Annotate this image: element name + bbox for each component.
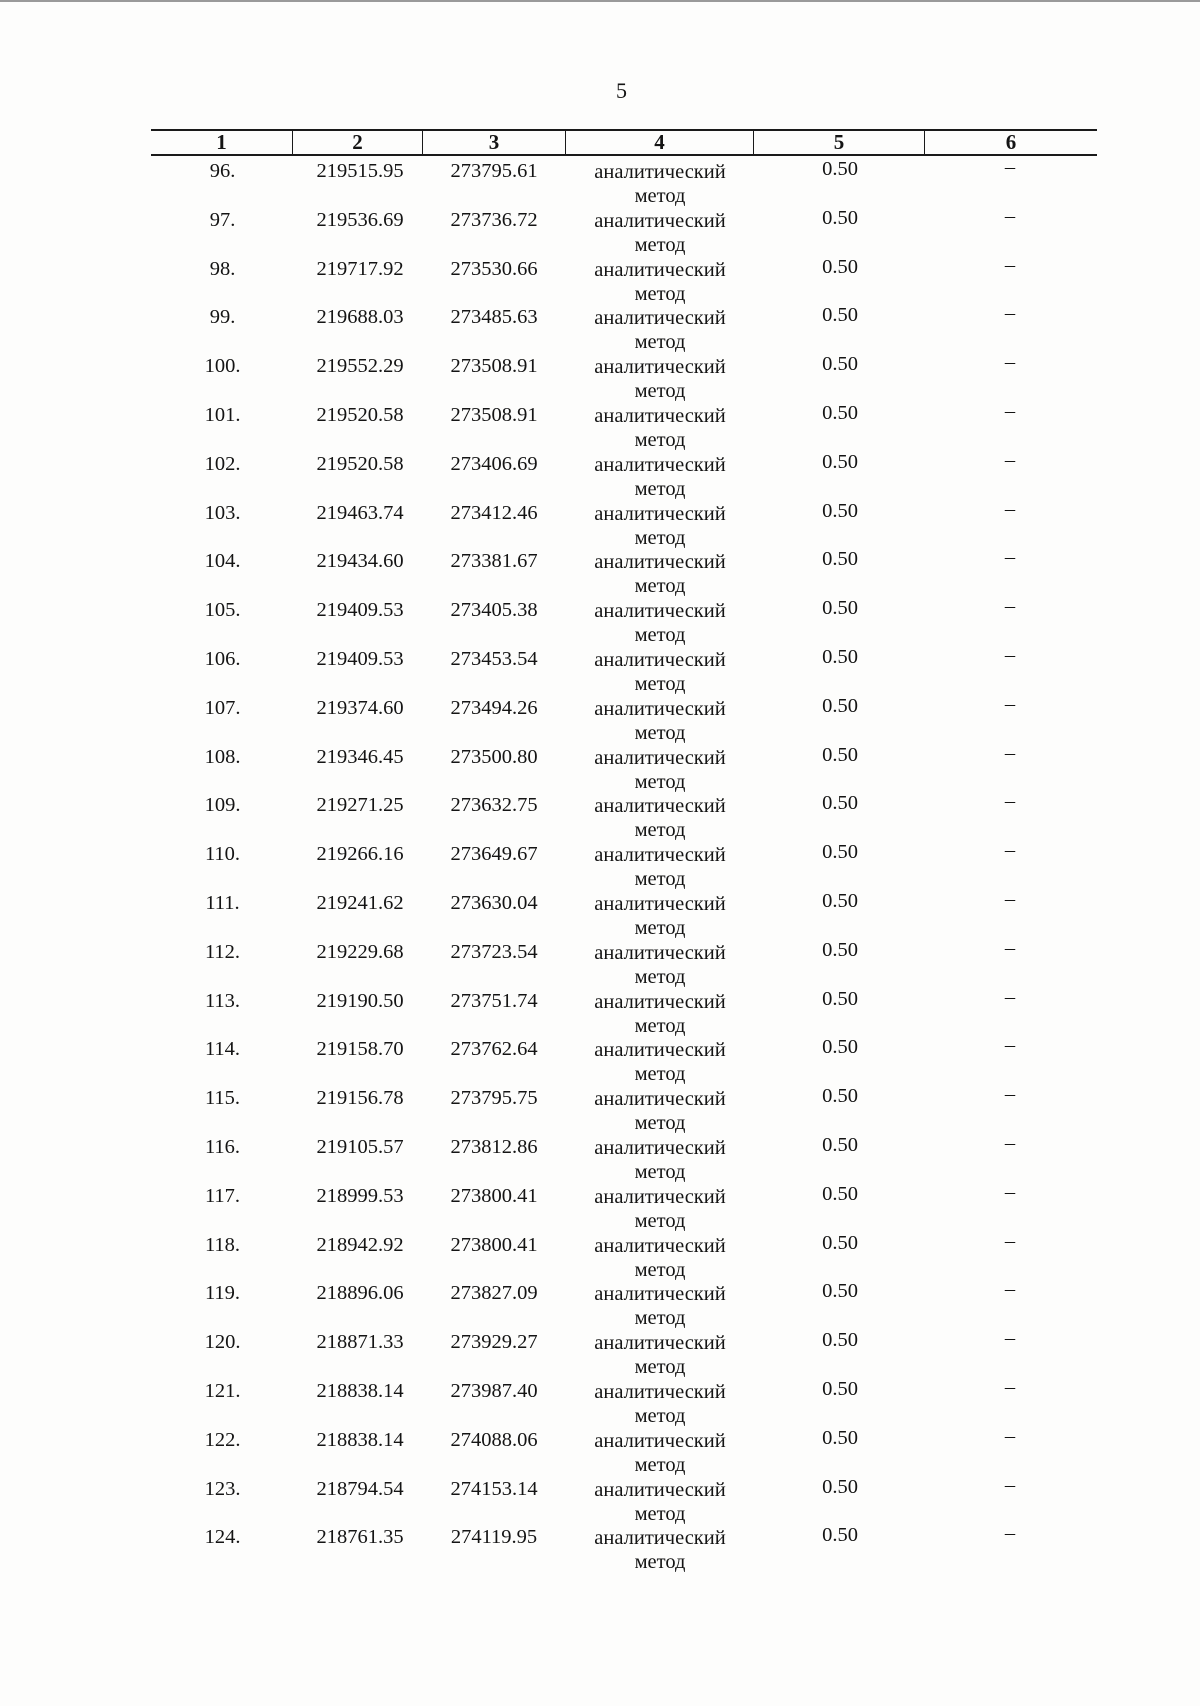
accuracy-cell: 0.50 <box>822 841 858 864</box>
table-row <box>0 1034 1200 1086</box>
coordinate-y: 273508.91 <box>450 355 538 378</box>
accuracy-cell: 0.50 <box>822 1426 858 1449</box>
table-row <box>0 1474 1200 1523</box>
coordinate-x: 219536.69 <box>316 208 404 231</box>
note-cell: – <box>1004 400 1016 422</box>
coordinate-x: 219520.58 <box>316 404 404 426</box>
accuracy-cell: 0.50 <box>822 1036 858 1059</box>
row-number: 110. <box>204 843 241 866</box>
coordinate-y: 273412.46 <box>450 501 538 524</box>
method-cell: аналитический метод <box>594 600 726 647</box>
coordinate-x: 219158.70 <box>316 1038 404 1061</box>
accuracy-cell: 0.50 <box>822 450 858 473</box>
note-cell: – <box>1004 1522 1016 1545</box>
coordinate-x: 218999.53 <box>316 1184 404 1207</box>
table-row <box>0 1132 1200 1181</box>
accuracy-cell: 0.50 <box>822 597 858 620</box>
method-cell: аналитический метод <box>594 990 726 1037</box>
table-row <box>0 254 1200 303</box>
note-cell: – <box>1004 985 1016 1008</box>
table-row <box>0 888 1200 937</box>
coordinate-x: 219346.45 <box>316 745 404 768</box>
row-number: 96. <box>209 160 236 182</box>
coordinate-y: 273987.40 <box>450 1380 538 1402</box>
row-number: 108. <box>204 745 241 768</box>
row-number: 116. <box>204 1136 241 1158</box>
table-row <box>0 1181 1200 1230</box>
header-col-5: 5 <box>753 131 924 154</box>
note-cell: – <box>1004 156 1016 178</box>
coordinate-y: 273800.41 <box>450 1233 538 1256</box>
coordinate-x: 218942.92 <box>316 1233 404 1256</box>
table-row <box>0 1425 1200 1474</box>
coordinate-y: 273530.66 <box>450 257 538 280</box>
note-cell: – <box>1004 448 1016 471</box>
header-col-2: 2 <box>292 131 422 154</box>
method-cell: аналитический метод <box>594 1332 726 1379</box>
method-cell: аналитический метод <box>594 307 726 354</box>
row-number: 106. <box>204 648 241 670</box>
coordinate-y: 273762.64 <box>450 1038 538 1061</box>
note-cell: – <box>1004 546 1016 569</box>
table-row <box>0 498 1200 547</box>
coordinate-y: 274153.14 <box>450 1477 538 1500</box>
row-number: 113. <box>204 989 241 1012</box>
accuracy-cell: 0.50 <box>822 1182 858 1205</box>
table-row <box>0 1376 1200 1425</box>
accuracy-cell: 0.50 <box>822 987 858 1010</box>
method-cell: аналитический метод <box>594 1429 726 1476</box>
header-col-6: 6 <box>924 131 1097 154</box>
coordinate-y: 273723.54 <box>450 940 538 963</box>
table-header <box>151 129 1097 156</box>
coordinate-y: 273795.61 <box>450 160 538 182</box>
table-row <box>0 839 1200 891</box>
coordinate-x: 219409.53 <box>316 599 404 622</box>
accuracy-cell: 0.50 <box>822 1134 858 1156</box>
row-number: 114. <box>204 1038 241 1061</box>
note-cell: – <box>1004 595 1016 618</box>
accuracy-cell: 0.50 <box>822 890 858 912</box>
accuracy-cell: 0.50 <box>822 1329 858 1352</box>
note-cell: – <box>1004 302 1016 325</box>
note-cell: – <box>1004 644 1016 666</box>
table-row <box>0 351 1200 403</box>
method-cell: аналитический метод <box>594 844 726 891</box>
accuracy-cell: 0.50 <box>822 206 858 229</box>
table-row <box>0 937 1200 986</box>
note-cell: – <box>1004 204 1016 227</box>
coordinate-y: 273827.09 <box>450 1282 538 1305</box>
method-cell: аналитический метод <box>594 258 726 305</box>
method-cell: аналитический метод <box>594 1283 726 1330</box>
coordinate-x: 219105.57 <box>316 1136 404 1158</box>
method-cell: аналитический метод <box>594 1234 726 1281</box>
coordinate-x: 219434.60 <box>316 550 404 573</box>
table-row <box>0 1278 1200 1330</box>
row-number: 118. <box>204 1233 241 1256</box>
coordinate-x: 219190.50 <box>316 989 404 1012</box>
method-cell: аналитический метод <box>594 1137 726 1183</box>
coordinate-y: 273405.38 <box>450 599 538 622</box>
note-cell: – <box>1004 790 1016 813</box>
coordinate-y: 273630.04 <box>450 892 538 914</box>
table-row <box>0 1327 1200 1379</box>
table-row <box>0 449 1200 498</box>
coordinate-x: 219520.58 <box>316 452 404 475</box>
note-cell: – <box>1004 1424 1016 1447</box>
method-cell: аналитический метод <box>594 161 726 207</box>
coordinate-y: 273494.26 <box>450 696 538 719</box>
row-number: 103. <box>204 501 241 524</box>
page-top-edge <box>0 0 1200 2</box>
row-number: 121. <box>204 1380 241 1402</box>
method-cell: аналитический метод <box>594 697 726 744</box>
note-cell: – <box>1004 741 1016 764</box>
coordinate-x: 219241.62 <box>316 892 404 914</box>
note-cell: – <box>1004 1034 1016 1057</box>
coordinate-y: 273649.67 <box>450 843 538 866</box>
coordinate-x: 219552.29 <box>316 355 404 378</box>
note-cell: – <box>1004 1327 1016 1350</box>
note-cell: – <box>1004 1132 1016 1154</box>
coordinate-y: 274088.06 <box>450 1428 538 1451</box>
method-cell: аналитический метод <box>594 1527 726 1574</box>
note-cell: – <box>1004 1229 1016 1252</box>
header-col-1: 1 <box>216 130 227 154</box>
coordinate-x: 219266.16 <box>316 843 404 866</box>
row-number: 122. <box>204 1428 241 1451</box>
accuracy-cell: 0.50 <box>822 938 858 961</box>
method-cell: аналитический метод <box>594 941 726 988</box>
coordinate-y: 273800.41 <box>450 1184 538 1207</box>
method-cell: аналитический метод <box>594 551 726 598</box>
accuracy-cell: 0.50 <box>822 353 858 376</box>
accuracy-cell: 0.50 <box>822 255 858 278</box>
coordinate-y: 273508.91 <box>450 404 538 426</box>
method-cell: аналитический метод <box>594 209 726 256</box>
accuracy-cell: 0.50 <box>822 1085 858 1108</box>
row-number: 104. <box>204 550 241 573</box>
coordinate-x: 219717.92 <box>316 257 404 280</box>
coordinate-y: 273632.75 <box>450 794 538 817</box>
table-row <box>0 644 1200 693</box>
accuracy-cell: 0.50 <box>822 499 858 522</box>
method-cell: аналитический метод <box>594 453 726 500</box>
note-cell: – <box>1004 351 1016 374</box>
row-number: 117. <box>204 1184 241 1207</box>
accuracy-cell: 0.50 <box>822 548 858 571</box>
row-number: 123. <box>204 1477 241 1500</box>
accuracy-cell: 0.50 <box>822 743 858 766</box>
row-number: 119. <box>204 1282 241 1305</box>
note-cell: – <box>1004 253 1016 276</box>
note-cell: – <box>1004 888 1016 910</box>
coordinate-y: 273406.69 <box>450 452 538 475</box>
table-row <box>0 1083 1200 1135</box>
coordinate-x: 218896.06 <box>316 1282 404 1305</box>
coordinate-y: 273812.86 <box>450 1136 538 1158</box>
table-row <box>0 742 1200 791</box>
coordinate-y: 273500.80 <box>450 745 538 768</box>
note-cell: – <box>1004 1376 1016 1398</box>
accuracy-cell: 0.50 <box>822 694 858 717</box>
row-number: 99. <box>209 306 236 329</box>
coordinate-x: 219156.78 <box>316 1087 404 1110</box>
method-cell: аналитический метод <box>594 1381 726 1427</box>
row-number: 102. <box>204 452 241 475</box>
coordinate-x: 219463.74 <box>316 501 404 524</box>
coordinate-y: 274119.95 <box>450 1526 538 1549</box>
row-number: 97. <box>209 208 236 231</box>
coordinate-x: 219409.53 <box>316 648 404 670</box>
method-cell: аналитический метод <box>594 1088 726 1135</box>
coordinate-x: 219271.25 <box>316 794 404 817</box>
table-row <box>0 1230 1200 1279</box>
row-number: 124. <box>204 1526 241 1549</box>
row-number: 112. <box>204 940 241 963</box>
coordinate-y: 273736.72 <box>450 208 538 231</box>
note-cell: – <box>1004 1473 1016 1496</box>
accuracy-cell: 0.50 <box>822 158 858 180</box>
table-row <box>0 205 1200 254</box>
table-row <box>0 1522 1200 1574</box>
coordinate-x: 219229.68 <box>316 940 404 963</box>
table-row <box>0 693 1200 742</box>
method-cell: аналитический метод <box>594 746 726 793</box>
coordinate-y: 273381.67 <box>450 550 538 573</box>
method-cell: аналитический метод <box>594 649 726 695</box>
table-row <box>0 546 1200 598</box>
row-number: 101. <box>204 404 241 426</box>
method-cell: аналитический метод <box>594 405 726 451</box>
coordinate-x: 218761.35 <box>316 1526 404 1549</box>
coordinate-x: 218794.54 <box>316 1477 404 1500</box>
table-row <box>0 156 1200 205</box>
row-number: 107. <box>204 696 241 719</box>
accuracy-cell: 0.50 <box>822 1378 858 1400</box>
coordinate-y: 273929.27 <box>450 1331 538 1354</box>
method-cell: аналитический метод <box>594 1478 726 1525</box>
coordinate-y: 273751.74 <box>450 989 538 1012</box>
coordinate-x: 219515.95 <box>316 160 404 182</box>
row-number: 105. <box>204 599 241 622</box>
note-cell: – <box>1004 1083 1016 1106</box>
note-cell: – <box>1004 839 1016 862</box>
method-cell: аналитический метод <box>594 1039 726 1086</box>
accuracy-cell: 0.50 <box>822 1231 858 1254</box>
row-number: 100. <box>204 355 241 378</box>
accuracy-cell: 0.50 <box>822 1475 858 1498</box>
row-number: 109. <box>204 794 241 817</box>
table-row <box>0 986 1200 1035</box>
table-row <box>0 302 1200 354</box>
coordinate-y: 273795.75 <box>450 1087 538 1110</box>
accuracy-cell: 0.50 <box>822 402 858 424</box>
row-number: 115. <box>204 1087 241 1110</box>
table-row <box>0 400 1200 449</box>
page-number: 5 <box>616 78 627 103</box>
accuracy-cell: 0.50 <box>822 304 858 327</box>
method-cell: аналитический метод <box>594 893 726 939</box>
accuracy-cell: 0.50 <box>822 1280 858 1303</box>
table-row <box>0 595 1200 647</box>
row-number: 98. <box>209 257 236 280</box>
note-cell: – <box>1004 1278 1016 1301</box>
coordinate-y: 273485.63 <box>450 306 538 329</box>
coordinate-x: 219688.03 <box>316 306 404 329</box>
header-col-3: 3 <box>422 131 565 154</box>
method-cell: аналитический метод <box>594 795 726 842</box>
coordinate-x: 218871.33 <box>316 1331 404 1354</box>
accuracy-cell: 0.50 <box>822 646 858 668</box>
row-number: 120. <box>204 1331 241 1354</box>
method-cell: аналитический метод <box>594 1185 726 1232</box>
note-cell: – <box>1004 1180 1016 1203</box>
note-cell: – <box>1004 497 1016 520</box>
note-cell: – <box>1004 936 1016 959</box>
header-col-4: 4 <box>565 131 753 154</box>
table-row <box>0 790 1200 842</box>
accuracy-cell: 0.50 <box>822 1524 858 1547</box>
method-cell: аналитический метод <box>594 502 726 549</box>
method-cell: аналитический метод <box>594 356 726 403</box>
coordinate-x: 218838.14 <box>316 1380 404 1402</box>
note-cell: – <box>1004 692 1016 715</box>
accuracy-cell: 0.50 <box>822 792 858 815</box>
coordinate-x: 218838.14 <box>316 1428 404 1451</box>
coordinate-x: 219374.60 <box>316 696 404 719</box>
row-number: 111. <box>205 892 240 914</box>
coordinate-y: 273453.54 <box>450 648 538 670</box>
